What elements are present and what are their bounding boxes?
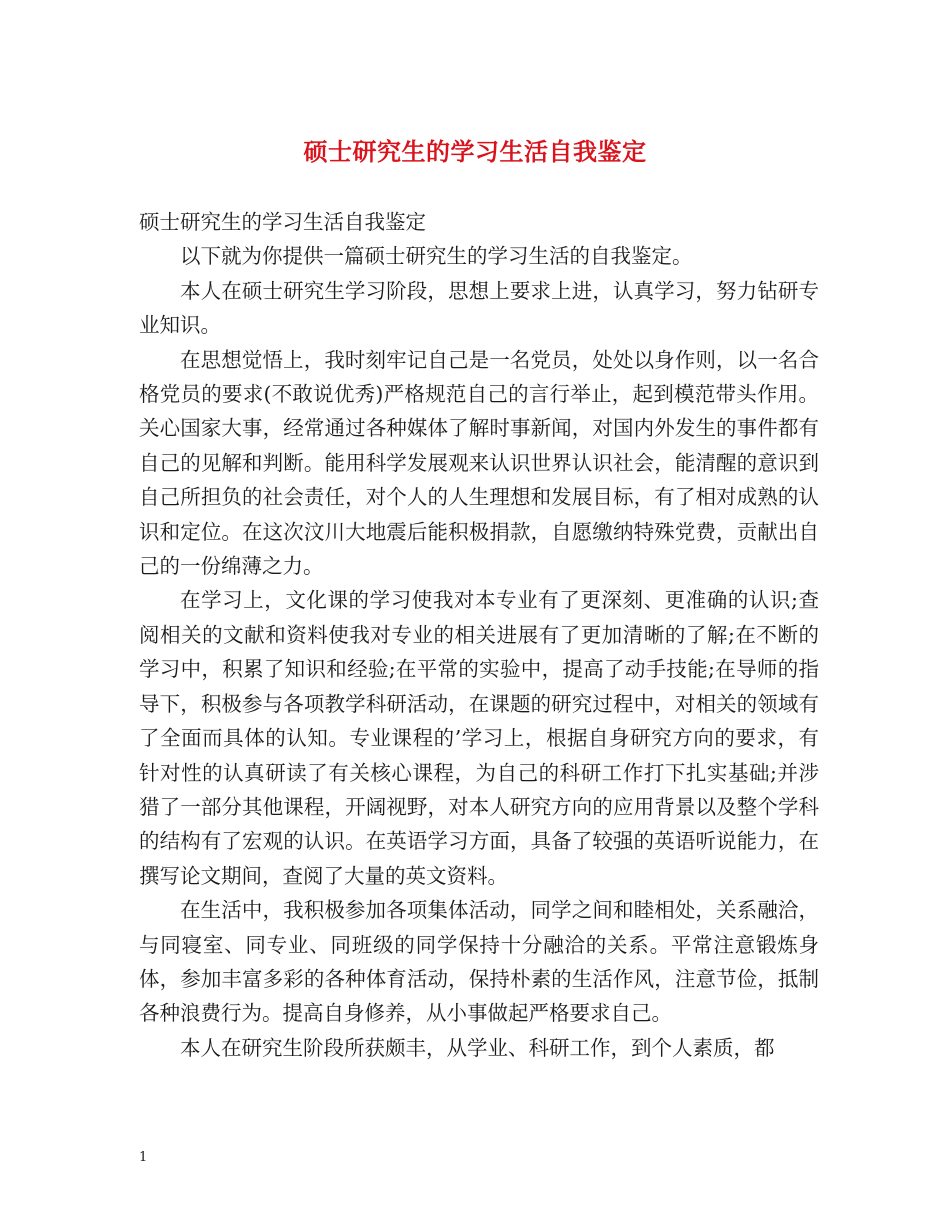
paragraph-study: 在学习上，文化课的学习使我对本专业有了更深刻、更准确的认识;查阅相关的文献和资料使我对专业的相关进展有了更加清晰的了解;在不断的学习中，积累了知识和经验;在平常的实验中，提高了动手技能;在导师的指导下，积极参与各项教学科研活动，在课题的研究过程中，对相关的领域有了全面而具体的认知。专业课程的’学习上，根据自身研究方向的要求，有针对性的认真研读了有关核心课程，为自己的科研工作打下扎实基础;并涉猎了一部分其他课程，开阔视野，对本人研究方向的应用背景以及整个学科的结构有了宏观的认识。在英语学习方面，具备了较强的英语听说能力，在撰写论文期间，查阅了大量的英文资料。 (139, 588, 819, 888)
paragraph-intro: 以下就为你提供一篇硕士研究生的学习生活的自我鉴定。 (180, 244, 693, 269)
paragraph-conclusion: 本人在研究生阶段所获颇丰，从学业、科研工作，到个人素质，都 (180, 1035, 775, 1060)
paragraph-summary: 本人在硕士研究生学习阶段，思想上要求上进，认真学习，努力钻研专业知识。 (139, 278, 819, 338)
document-title: 硕士研究生的学习生活自我鉴定 (303, 138, 647, 166)
document-body (139, 205, 819, 1065)
paragraph-life: 在生活中，我积极参加各项集体活动，同学之间和睦相处，关系融洽，与同寝室、同专业、同班级的同学保持十分融洽的关系。平常注意锻炼身体，参加丰富多彩的各种体育活动，保持朴素的生活作风，注意节俭，抵制各种浪费行为。提高自身修养，从小事做起严格要求自己。 (139, 898, 819, 1026)
page-number: 1 (139, 1150, 148, 1165)
paragraph-ideology: 在思想觉悟上，我时刻牢记自己是一名党员，处处以身作则，以一名合格党员的要求(不敢说优秀)严格规范自己的言行举止，起到模范带头作用。关心国家大事，经常通过各种媒体了解时事新闻，对国内外发生的事件都有自己的见解和判断。能用科学发展观来认识世界认识社会，能清醒的意识到自己所担负的社会责任，对个人的人生理想和发展目标，有了相对成熟的认识和定位。在这次汶川大地震后能积极捐款，自愿缴纳特殊党费，贡献出自己的一份绵薄之力。 (139, 347, 819, 579)
document-subtitle: 硕士研究生的学习生活自我鉴定 (139, 210, 426, 234)
